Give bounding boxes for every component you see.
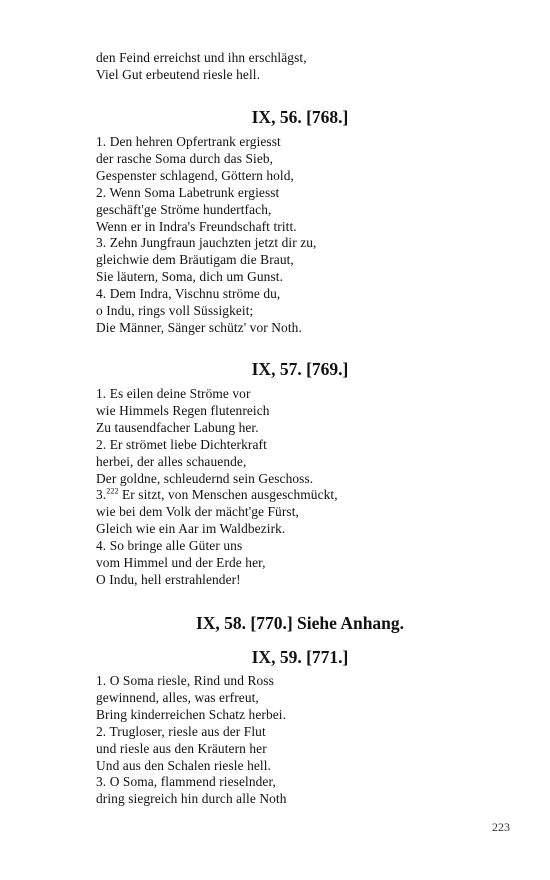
verse-line: Sie läutern, Soma, dich um Gunst. (96, 269, 284, 285)
verse-line: 4. Dem Indra, Vischnu ströme du, (96, 286, 281, 302)
verse-line-with-footnote (96, 487, 526, 504)
hymn-heading: IX, 59. [771.] (251, 647, 349, 667)
verse-line: wie bei dem Volk der mächt'ge Fürst, (96, 504, 299, 520)
verse-line: Wenn er in Indra's Freundschaft tritt. (96, 218, 297, 234)
verse-line: Gleich wie ein Aar im Waldbezirk. (96, 521, 286, 537)
verse-line: der rasche Soma durch das Sieb, (96, 150, 274, 166)
hymn-heading-appendix: IX, 58. [770.] Siehe Anhang. (195, 613, 405, 633)
verse-line: Gespenster schlagend, Göttern hold, (96, 167, 294, 183)
hymn-heading: IX, 57. [769.] (251, 359, 349, 379)
verse-line: und riesle aus den Kräutern her (96, 740, 267, 756)
verse-line: 1. Es eilen deine Ströme vor (96, 386, 251, 401)
intro-verse (96, 50, 526, 84)
verse-line: Und aus den Schalen riesle hell. (96, 757, 271, 773)
verse-number: 3. (96, 487, 107, 503)
verse-line: Bring kinderreichen Schatz herbei. (96, 706, 287, 722)
verse-line: Der goldne, schleudernd sein Geschoss. (96, 470, 314, 486)
verse-line: 2. Er strömet liebe Dichterkraft (96, 436, 267, 452)
hymn-heading: IX, 56. [768.] (251, 107, 349, 127)
verse-line: gewinnend, alles, was erfreut, (96, 689, 259, 705)
footnote-reference[interactable]: 222 (106, 486, 119, 496)
verse-line: Die Männer, Sänger schütz' vor Noth. (96, 319, 302, 335)
verse-line: dring siegreich hin durch alle Noth (96, 791, 287, 807)
verse-line: 2. Wenn Soma Labetrunk ergiesst (96, 184, 280, 200)
verse-line: 3. Zehn Jungfraun jauchzten jetzt dir zu, (96, 235, 317, 251)
hymn-verses (96, 134, 526, 337)
verse-line: o Indu, rings voll Süssigkeit; (96, 303, 254, 319)
verse-text: Er sitzt, von Menschen ausgeschmückt, (118, 487, 338, 503)
verse-line: 4. So bringe alle Güter uns (96, 538, 243, 554)
verse-line: 2. Trugloser, riesle aus der Flut (96, 723, 266, 739)
hymn-verses (96, 386, 526, 589)
verse-line: gleichwie dem Bräutigam die Braut, (96, 252, 294, 268)
verse-line: 3. O Soma, flammend rieselnder, (96, 774, 276, 790)
hymn-verses (96, 673, 526, 808)
verse-line: 1. O Soma riesle, Rind und Ross (96, 673, 274, 688)
page-number: 223 (492, 820, 510, 834)
verse-line: herbei, der alles schauende, (96, 453, 247, 469)
verse-line: O Indu, hell erstrahlender! (96, 571, 241, 587)
verse-line: 1. Den hehren Opfertrank ergiesst (96, 134, 281, 149)
verse-line: wie Himmels Regen flutenreich (96, 402, 270, 418)
verse-line: den Feind erreichst und ihn erschlägst, (96, 50, 307, 65)
verse-line: Viel Gut erbeutend riesle hell. (96, 66, 261, 82)
verse-line: Zu tausendfacher Labung her. (96, 419, 259, 435)
verse-line: geschäft'ge Ströme hundertfach, (96, 201, 272, 217)
verse-line: vom Himmel und der Erde her, (96, 555, 266, 571)
